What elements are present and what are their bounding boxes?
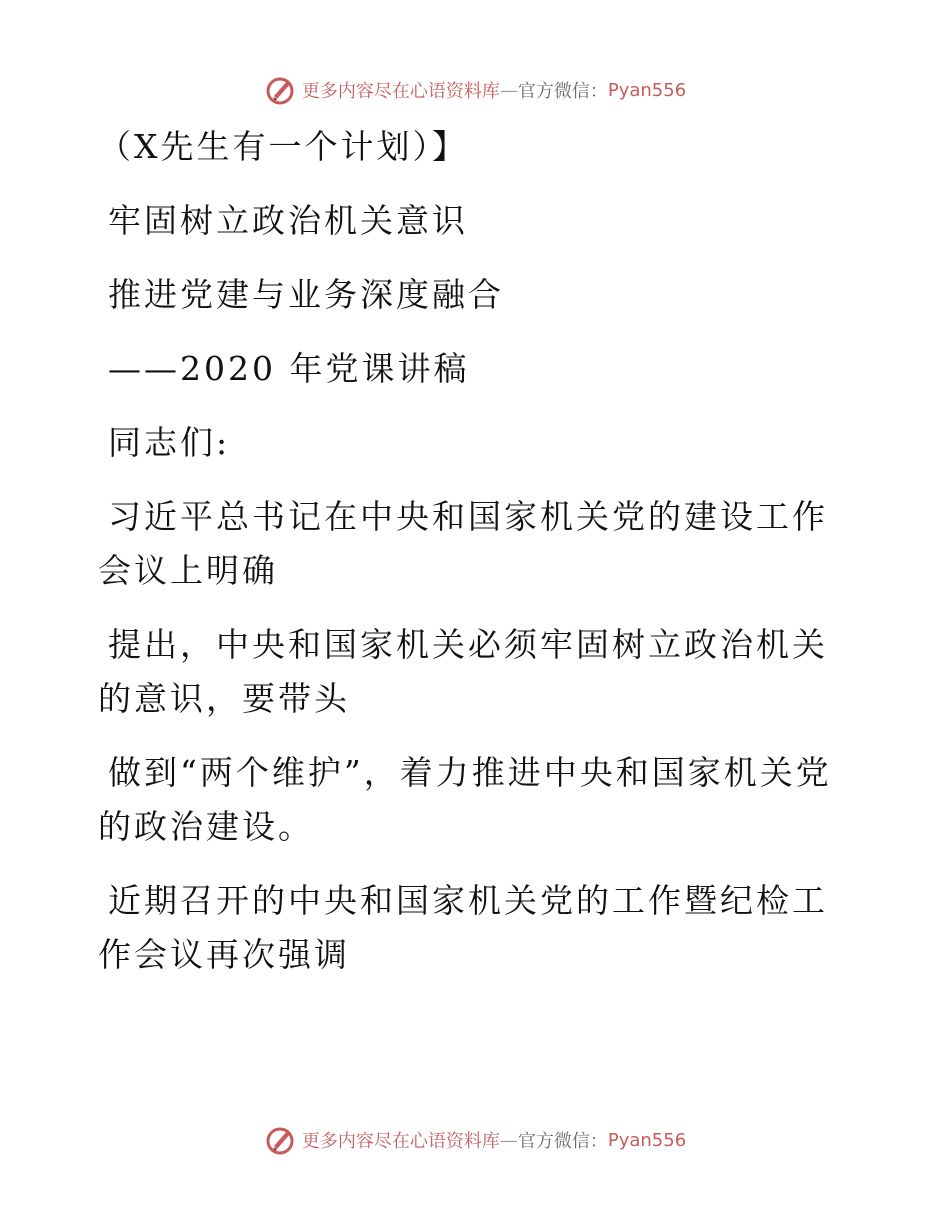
watermark-official-label: 官方微信： bbox=[517, 81, 608, 102]
doc-greeting: 同志们: bbox=[108, 423, 231, 462]
quill-logo-icon bbox=[264, 74, 296, 106]
header-watermark bbox=[0, 70, 950, 110]
watermark-text: 更多内容尽在心语资料库 bbox=[301, 1131, 500, 1152]
watermark-handle: Pyan556 bbox=[607, 1129, 687, 1151]
watermark-dash: — bbox=[499, 1129, 518, 1151]
doc-line-note: （X先生有一个计划）】 bbox=[98, 127, 468, 166]
watermark-handle: Pyan556 bbox=[607, 79, 687, 101]
doc-paragraph-4: 近期召开的中央和国家机关党的工作暨纪检工作会议再次强调 bbox=[98, 881, 828, 974]
doc-paragraph-1: 习近平总书记在中央和国家机关党的建设工作会议上明确 bbox=[98, 497, 828, 590]
watermark-text: 更多内容尽在心语资料库 bbox=[301, 81, 500, 102]
doc-paragraph-2: 提出，中央和国家机关必须牢固树立政治机关的意识，要带头 bbox=[98, 625, 828, 718]
doc-title-1: 牢固树立政治机关意识 bbox=[108, 201, 468, 240]
watermark-dash: — bbox=[499, 79, 518, 101]
footer-watermark bbox=[0, 1120, 950, 1160]
doc-title-2: 推进党建与业务深度融合 bbox=[108, 275, 504, 314]
doc-paragraph-3: 做到“两个维护”，着力推进中央和国家机关党的政治建设。 bbox=[98, 753, 832, 846]
document-body bbox=[98, 120, 838, 1002]
quill-logo-icon bbox=[264, 1124, 296, 1156]
doc-subtitle: ——2020 年党课讲稿 bbox=[108, 349, 470, 388]
watermark-official-label: 官方微信： bbox=[517, 1131, 608, 1152]
